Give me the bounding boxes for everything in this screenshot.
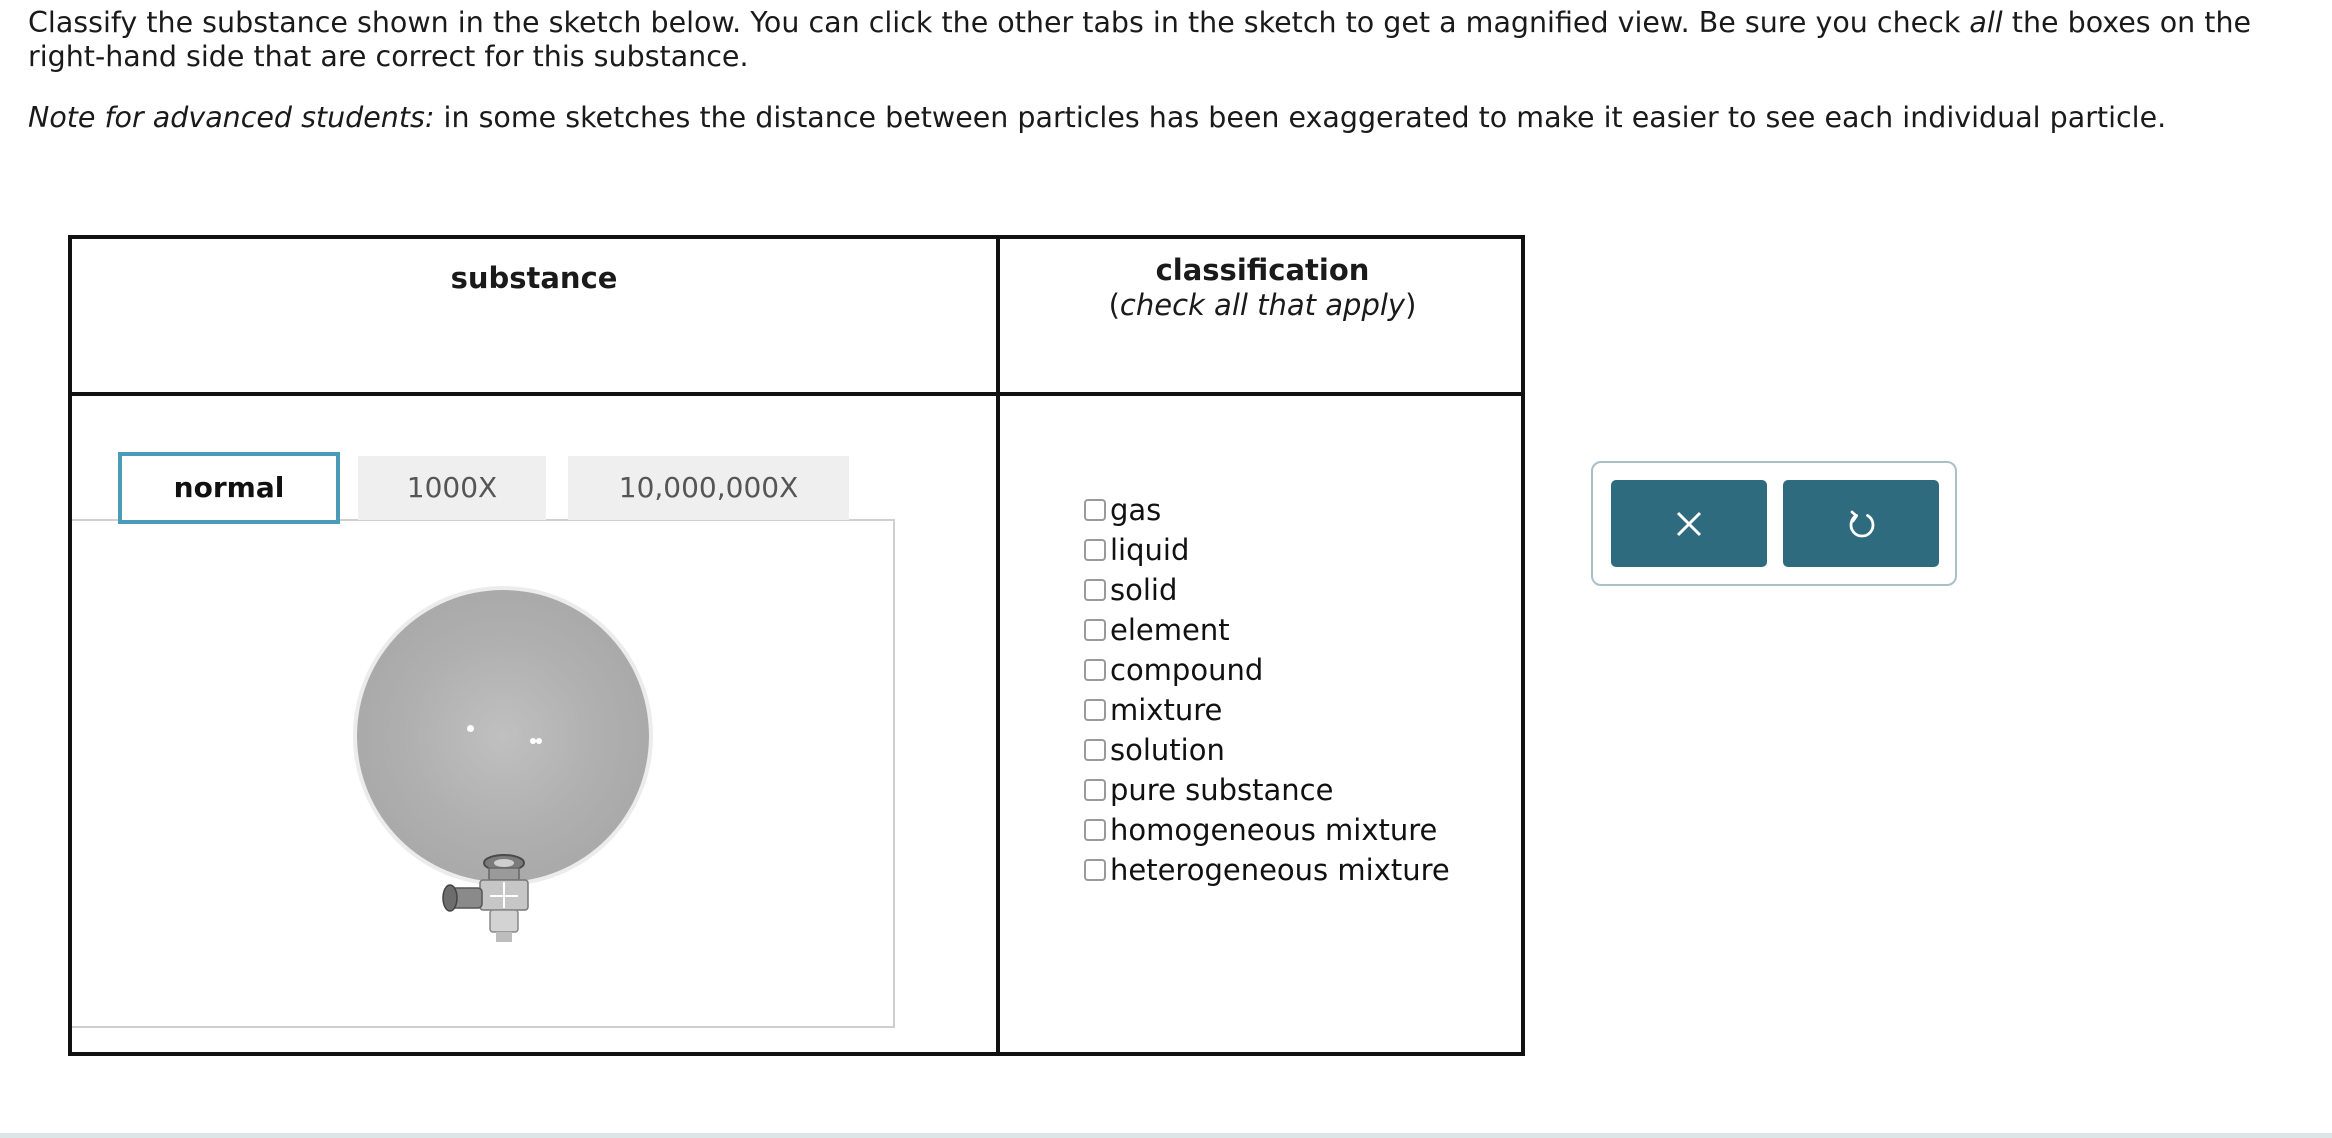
option-homogeneous-mixture[interactable]: homogeneous mixture xyxy=(1084,810,1450,850)
gas-cylinder-globe xyxy=(357,590,649,882)
header-divider xyxy=(72,392,1521,396)
checkbox[interactable] xyxy=(1084,499,1106,521)
option-pure-substance[interactable]: pure substance xyxy=(1084,770,1450,810)
clear-button[interactable] xyxy=(1611,480,1767,567)
tab-1000x[interactable]: 1000X xyxy=(358,456,546,520)
classification-options xyxy=(1084,490,1450,890)
classification-title: classification xyxy=(1155,253,1370,287)
instructions xyxy=(28,6,2268,135)
option-compound[interactable]: compound xyxy=(1084,650,1450,690)
option-solid[interactable]: solid xyxy=(1084,570,1450,610)
option-gas[interactable]: gas xyxy=(1084,490,1450,530)
undo-button[interactable] xyxy=(1783,480,1939,567)
option-mixture[interactable]: mixture xyxy=(1084,690,1450,730)
checkbox[interactable] xyxy=(1084,779,1106,801)
checkbox[interactable] xyxy=(1084,539,1106,561)
classification-header xyxy=(1000,253,1525,323)
particle xyxy=(536,738,542,744)
undo-icon xyxy=(1845,508,1877,540)
classification-subtitle: (check all that apply) xyxy=(1108,288,1417,322)
checkbox[interactable] xyxy=(1084,699,1106,721)
checkbox[interactable] xyxy=(1084,819,1106,841)
advanced-note: Note for advanced students: in some sketches the distance between particles has been exaggerated to make it easier to see each individual particle. xyxy=(28,101,2167,134)
column-divider xyxy=(996,239,1000,1052)
tab-10000000x[interactable]: 10,000,000X xyxy=(568,456,849,520)
option-heterogeneous-mixture[interactable]: heterogeneous mixture xyxy=(1084,850,1450,890)
close-icon xyxy=(1674,509,1704,539)
checkbox[interactable] xyxy=(1084,619,1106,641)
checkbox[interactable] xyxy=(1084,739,1106,761)
substance-header: substance xyxy=(450,261,618,295)
valve-icon xyxy=(440,852,546,948)
action-panel xyxy=(1591,461,1957,586)
checkbox[interactable] xyxy=(1084,859,1106,881)
option-solution[interactable]: solution xyxy=(1084,730,1450,770)
option-liquid[interactable]: liquid xyxy=(1084,530,1450,570)
instruction-text: Classify the substance shown in the sketch below. You can click the other tabs in the sketch to get a magnified view. Be sure you check all the boxes on the right-hand side that are correct for this substance. xyxy=(28,6,2252,73)
option-element[interactable]: element xyxy=(1084,610,1450,650)
checkbox[interactable] xyxy=(1084,579,1106,601)
checkbox[interactable] xyxy=(1084,659,1106,681)
tab-normal[interactable]: normal xyxy=(118,452,340,524)
particle xyxy=(467,725,474,732)
bottom-divider xyxy=(0,1133,2332,1138)
